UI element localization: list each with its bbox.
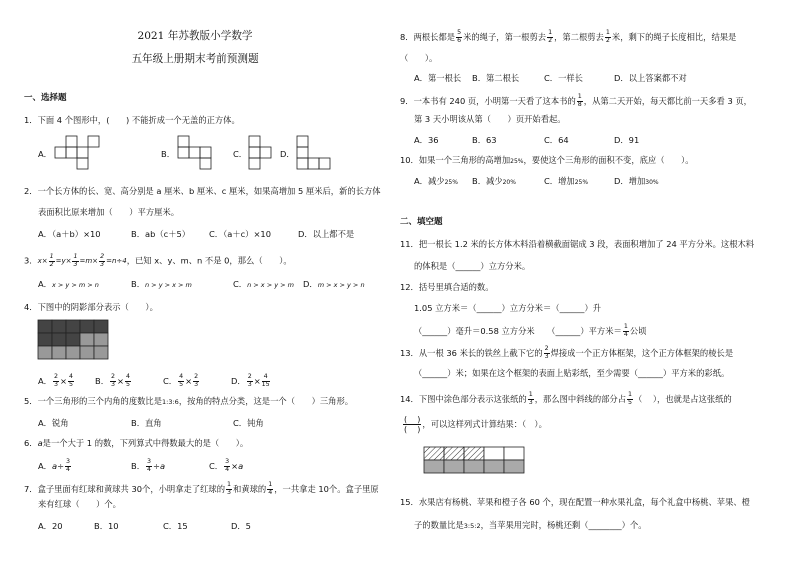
question-stem: 13．从一根 36 米长的铁丝上截下它的 $\frac{2}{3}$ 焊接成一个正方体框架，这个正方体框架的棱长是: [400, 345, 734, 360]
option: A． $\frac{2}{3}$ × $\frac{4}{5}$: [38, 373, 73, 388]
option: B． $\frac{2}{3}$ × $\frac{4}{5}$: [95, 373, 130, 388]
question-stem: 3．x× $\frac{1}{2}$ =y× $\frac{1}{3}$ =m× $\frac{2}{3}$ =n÷4，已知 x、y、m、n 不是 0，那么（ ）。: [24, 253, 292, 268]
option-label: B．: [161, 149, 175, 159]
page-title: 2021 年苏教版小学数学: [137, 30, 253, 42]
option: C．64: [544, 135, 569, 145]
option: B．直角: [131, 418, 162, 428]
section-heading: 二、填空题: [400, 217, 443, 227]
question-stem-text: ，已知 x、y、m、n 不是 0，那么（ ）。: [126, 255, 292, 266]
option: A．20: [38, 521, 63, 531]
option-label: A．: [38, 149, 52, 159]
option: C． $\frac{3}{4}$ ×a: [209, 458, 244, 473]
section-heading: 一、选择题: [24, 93, 67, 103]
option: B．ab（c＋5）: [131, 229, 191, 239]
fill-line: （______）毫升＝0.58 立方分米 （______）平方米＝ $\frac{1}{4}$ 公顷: [414, 323, 647, 338]
question-stem: 4．下图中的阴影部分表示（ ）。: [24, 302, 158, 312]
question-stem: 14．下图中涂色部分表示这张纸的 $\frac{1}{3}$ ，那么图中斜线的部分占 $\frac{1}{5}$ （ ），也就是占这张纸的: [400, 391, 732, 406]
question-stem-cont: 第 3 天小明该从第（ ）页开始看起。: [414, 114, 566, 124]
shaded-grid-figure: [38, 320, 118, 360]
option: A．减少25%: [414, 176, 458, 186]
option: D．5: [231, 521, 251, 531]
question-stem: 9．一本书有 240 页，小明第一天看了这本书的 $\frac{1}{8}$ ，从第二天开始，每天都比前一天多看 3 页，: [400, 93, 752, 108]
question-stem-cont: 表面积比原来增加（ ）平方厘米。: [38, 207, 180, 217]
question-stem: 10．如果一个三角形的高增加25%，要使这个三角形的面积不变，底应（ ）。: [400, 155, 694, 165]
question-stem-cont: 的体积是（______）立方分米。: [414, 261, 531, 271]
option: B．10: [94, 521, 119, 531]
question-stem: 1．下面 4 个图形中，( ) 不能折成一个无盖的正方体。: [24, 115, 240, 125]
right-column: [392, 0, 792, 561]
option: B． $\frac{3}{4}$ ÷a: [131, 458, 166, 473]
option: C．n > x > y > m: [233, 279, 294, 289]
question-stem: 11．把一根长 1.2 米的长方体木料沿着横截面锯成 3 段，表面积增加了 24 平方分米。这根木料: [400, 239, 755, 249]
question-number: 3．: [24, 255, 38, 266]
option: D．以上答案都不对: [614, 73, 687, 83]
fill-line: 1.05 立方米＝（______）立方分米＝（______）升: [414, 303, 602, 313]
question-stem-cont: （______）米；如果在这个框架的表面上贴彩纸，至少需要（______）平方米的彩纸。: [414, 368, 730, 378]
option: A．36: [414, 135, 439, 145]
option: A．锐角: [38, 418, 69, 428]
option: C．15: [163, 521, 188, 531]
option: B．n > y > x > m: [131, 279, 192, 289]
option: A．第一根长: [414, 73, 462, 83]
option: A．（a＋b）×10: [38, 229, 101, 239]
option: D．91: [614, 135, 640, 145]
cube-net-c: [249, 136, 279, 172]
option: A．x > y > m > n: [38, 279, 99, 289]
option: C．一样长: [544, 73, 583, 83]
option: C． $\frac{4}{5}$ × $\frac{2}{3}$: [163, 373, 199, 388]
option: D．以上都不是: [298, 229, 355, 239]
hatched-strip-figure: [424, 447, 524, 477]
question-stem-cont: 来有红球（ ）个。: [38, 499, 121, 509]
question-stem: 2．一个长方体的长、宽、高分别是 a 厘米、b 厘米、c 厘米，如果高增加 5 厘米后，新的长方体: [24, 186, 381, 196]
option: C．钝角: [233, 418, 264, 428]
question-stem: 12．括号里填合适的数。: [400, 282, 494, 292]
option-label: D．: [280, 149, 295, 159]
option: D．m > x > y > n: [303, 279, 365, 289]
option: B．减少20%: [472, 176, 516, 186]
cube-net-a: [55, 136, 115, 172]
option: A．a÷ $\frac{3}{4}$: [38, 458, 71, 473]
page-subtitle: 五年级上册期末考前预测题: [131, 53, 259, 65]
question-stem: 6．a是一个大于 1 的数，下列算式中得数最大的是（ ）。: [24, 438, 249, 448]
option: D．增加30%: [614, 176, 659, 186]
question-stem-cont: 子的数量比是3:5:2，当苹果用完时，杨桃还剩（________）个。: [414, 520, 647, 530]
option-label: C．: [233, 149, 248, 159]
option: C．（a＋c）×10: [209, 229, 271, 239]
left-column: [0, 0, 390, 561]
option: D． $\frac{2}{3}$ × $\frac{4}{15}$: [231, 373, 270, 388]
option: C．增加25%: [544, 176, 589, 186]
question-stem: 7．盒子里面有红球和黄球共 30个，小明拿走了红球的 $\frac{1}{3}$ 和黄球的 $\frac{1}{4}$ ，一共拿走 10个。盒子里原: [24, 481, 379, 496]
question-stem: 8．两根长都是 $\frac{5}{6}$ 米的绳子，第一根剪去 $\frac{1}{2}$ ，第二根剪去 $\frac{1}{2}$ 米，剩下的绳子长度相比，结果是: [400, 29, 737, 44]
question-stem: 5．一个三角形的三个内角的度数比是1:3:6，按角的特点分类，这是一个（ ）三角形。: [24, 396, 354, 406]
option: B．63: [472, 135, 497, 145]
question-stem-cont: $\frac{( )}{( )}$ ，可以这样列式计算结果：（ ）。: [404, 415, 547, 434]
question-stem-cont: （ ）。: [400, 53, 438, 63]
cube-net-d: [297, 136, 347, 172]
question-stem: 15．水果店有杨桃、苹果和橙子各 60 个，现在配置一种水果礼盒，每个礼盒中杨桃、苹果、橙: [400, 497, 750, 507]
option: B．第二根长: [472, 73, 520, 83]
cube-net-b: [178, 136, 228, 172]
